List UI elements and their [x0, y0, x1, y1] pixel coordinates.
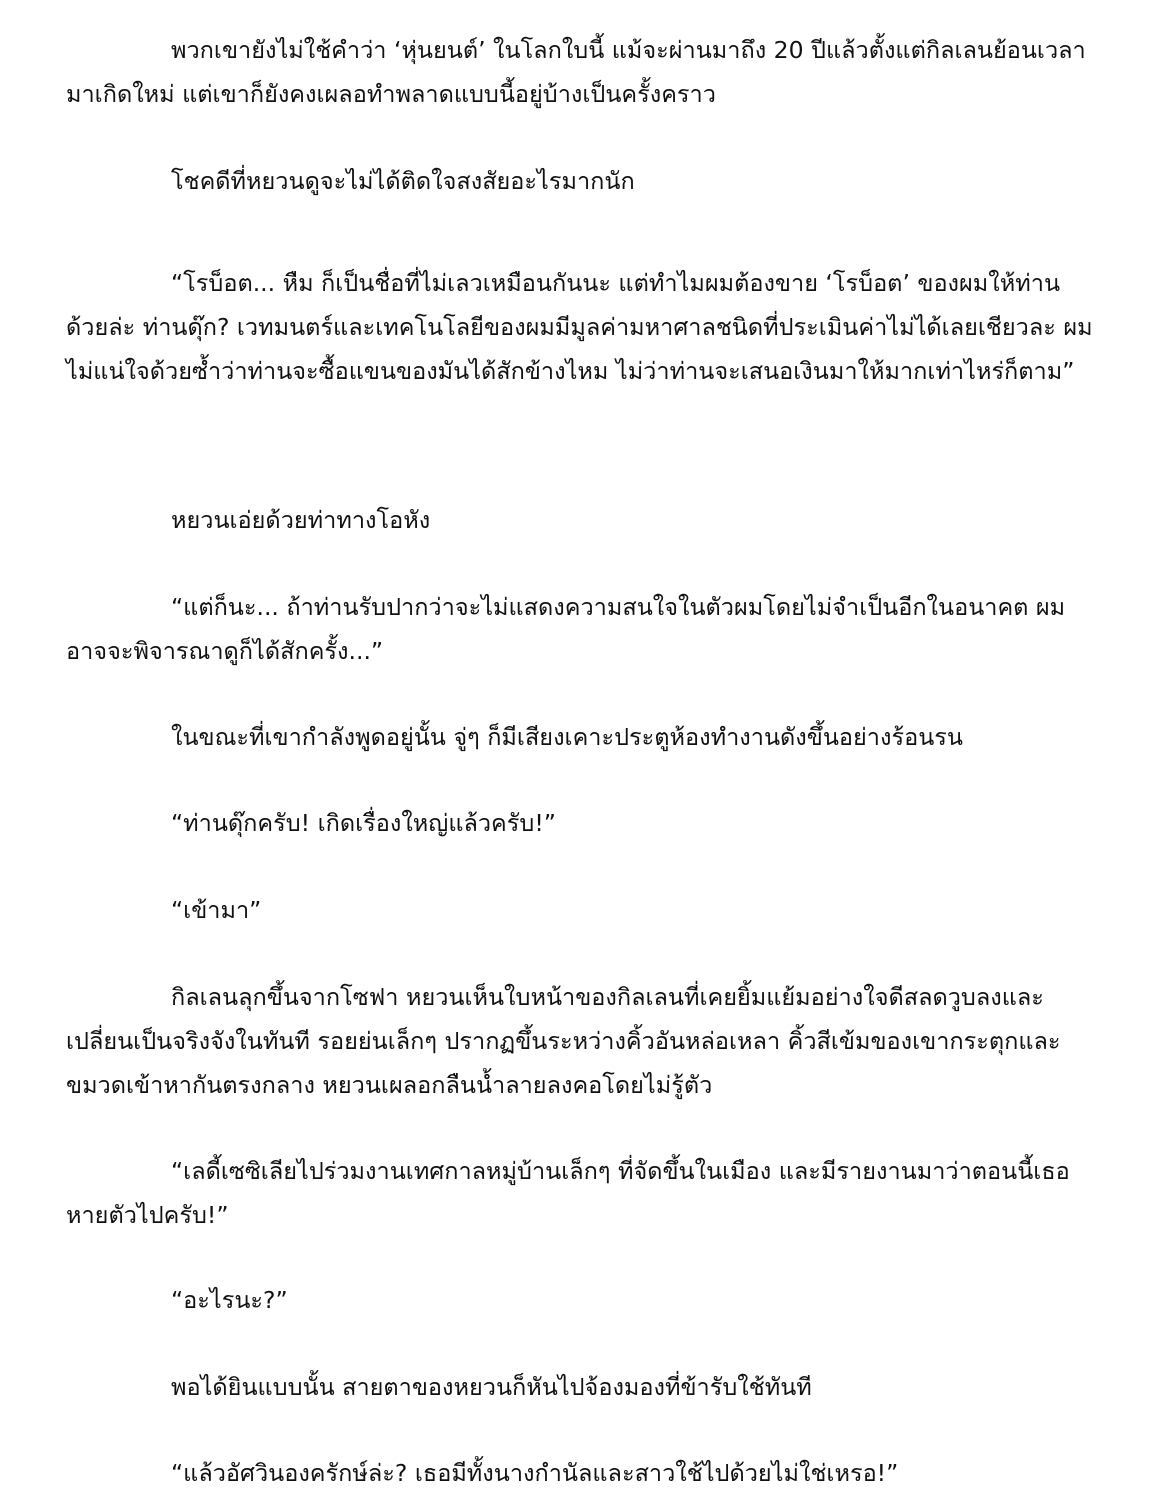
paragraph: พอได้ยินแบบนั้น สายตาของหยวนก็หันไปจ้องมองที่ข้ารับใช้ทันที [171, 1373, 812, 1401]
paragraph: “แล้วอัศวินองครักษ์ล่ะ? เธอมีทั้งนางกำนัลและสาวใช้ไปด้วยไม่ใช่เหรอ!” [171, 1459, 899, 1487]
paragraph: “โรบ็อต... หืม ก็เป็นชื่อที่ไม่เลวเหมือนกันนะ แต่ทำไมผมต้องขาย ‘โรบ็อต’ ของผมให้ท่านด้วยล่ะ ท่านดุ๊ก? เวทมนตร์และเทคโนโลยีของผมมีมูลค่ามหาศาลชนิดที่ประเมินค่าไม่ได้เลยเชียวละ ผมไม่แน่ใจด้วยซ้ำว่าท่านจะซื้อแขนของมันได้สักข้างไหม ไม่ว่าท่านจะเสนอเงินมาให้มากเท่าไหร่ก็ตาม” [66, 269, 1093, 385]
paragraph: กิลเลนลุกขึ้นจากโซฟา หยวนเห็นใบหน้าของกิลเลนที่เคยยิ้มแย้มอย่างใจดีสลดวูบลงและเปลี่ยนเป็นจริงจังในทันที รอยย่นเล็กๆ ปรากฏขึ้นระหว่างคิ้วอันหล่อเหลา คิ้วสีเข้มของเขากระตุกและขมวดเข้าหากันตรงกลาง หยวนเผลอกลืนน้ำลายลงคอโดยไม่รู้ตัว [66, 983, 1061, 1099]
paragraph: “แต่ก็นะ... ถ้าท่านรับปากว่าจะไม่แสดงความสนใจในตัวผมโดยไม่จำเป็นอีกในอนาคต ผมอาจจะพิจารณาดูก็ได้สักครั้ง...” [66, 593, 1066, 665]
paragraph: “ท่านดุ๊กครับ! เกิดเรื่องใหญ่แล้วครับ!” [171, 809, 556, 837]
paragraph: “เข้ามา” [171, 896, 262, 924]
paragraph: “เลดี้เซซิเลียไปร่วมงานเทศกาลหมู่บ้านเล็กๆ ที่จัดขึ้นในเมือง และมีรายงานมาว่าตอนนี้เธอหายตัวไปครับ!” [66, 1157, 1070, 1229]
paragraph: พวกเขายังไม่ใช้คำว่า ‘หุ่นยนต์’ ในโลกใบนี้ แม้จะผ่านมาถึง 20 ปีแล้วตั้งแต่กิลเลนย้อนเวลามาเกิดใหม่ แต่เขาก็ยังคงเผลอทำพลาดแบบนี้อยู่บ้างเป็นครั้งคราว [66, 36, 1086, 108]
paragraph: “อะไรนะ?” [171, 1286, 288, 1314]
paragraph: ในขณะที่เขากำลังพูดอยู่นั้น จู่ๆ ก็มีเสียงเคาะประตูห้องทำงานดังขึ้นอย่างร้อนรน [171, 723, 963, 751]
paragraph: หยวนเอ่ยด้วยท่าทางโอหัง [171, 506, 431, 534]
paragraph: โชคดีที่หยวนดูจะไม่ได้ติดใจสงสัยอะไรมากนัก [171, 167, 635, 195]
